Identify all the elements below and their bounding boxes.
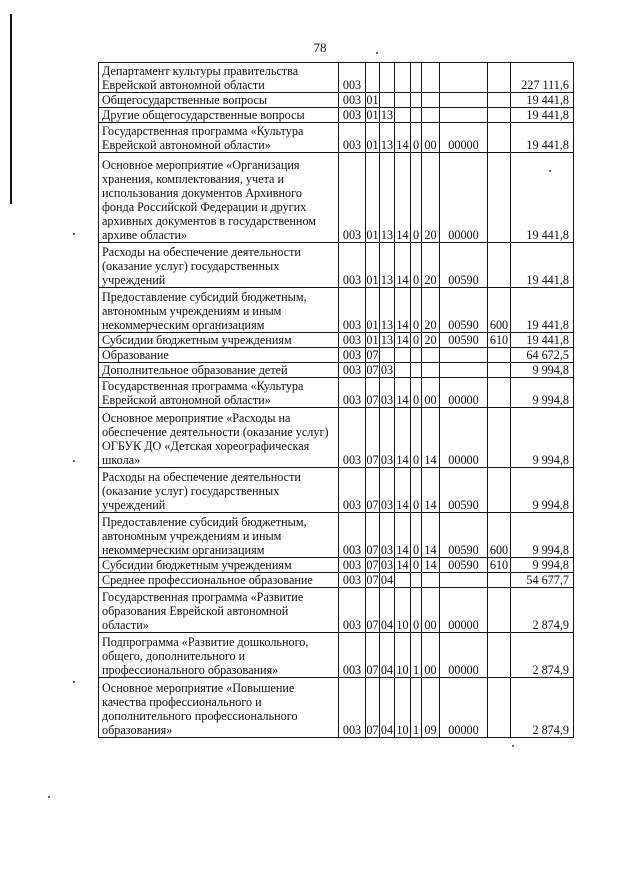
row-section-code: 01 xyxy=(366,243,380,288)
row-subsection-code: 13 xyxy=(380,153,395,243)
row-amount: 2 874,9 xyxy=(511,678,574,738)
row-subprogram-code: 0 xyxy=(411,378,422,408)
row-admin-code: 003 xyxy=(339,288,366,333)
table-row xyxy=(99,348,574,363)
row-subprogram-code: 0 xyxy=(411,408,422,468)
row-expense-type xyxy=(488,408,511,468)
row-subprogram-code: 0 xyxy=(411,288,422,333)
row-section-code: 07 xyxy=(366,513,380,558)
row-expense-type: 610 xyxy=(488,333,511,348)
row-activity-code: 14 xyxy=(422,558,440,573)
row-expense-type xyxy=(488,678,511,738)
row-activity-code: 14 xyxy=(422,513,440,558)
table-row xyxy=(99,243,574,288)
scan-speck xyxy=(73,460,75,462)
row-subprogram-code xyxy=(411,93,422,108)
row-subsection-code: 03 xyxy=(380,513,395,558)
row-name: Субсидии бюджетным учреждениям xyxy=(99,558,339,573)
row-direction-code xyxy=(440,348,488,363)
row-subsection-code: 04 xyxy=(380,633,395,678)
table-row xyxy=(99,378,574,408)
row-admin-code: 003 xyxy=(339,678,366,738)
row-name: Департамент культуры правительства Еврейской автономной области xyxy=(99,63,339,93)
row-name: Расходы на обеспечение деятельности (оказание услуг) государственных учреждений xyxy=(99,243,339,288)
row-expense-type: 600 xyxy=(488,513,511,558)
row-expense-type xyxy=(488,108,511,123)
row-direction-code: 00000 xyxy=(440,678,488,738)
row-admin-code: 003 xyxy=(339,333,366,348)
row-subprogram-code xyxy=(411,348,422,363)
row-expense-type xyxy=(488,378,511,408)
row-expense-type xyxy=(488,243,511,288)
row-section-code: 01 xyxy=(366,123,380,153)
row-expense-type xyxy=(488,363,511,378)
row-activity-code: 20 xyxy=(422,333,440,348)
row-subprogram-code xyxy=(411,573,422,588)
row-expense-type xyxy=(488,123,511,153)
scan-speck xyxy=(376,52,378,54)
row-subprogram-code: 1 xyxy=(411,678,422,738)
scan-speck xyxy=(48,796,50,798)
row-subsection-code: 04 xyxy=(380,588,395,633)
row-activity-code xyxy=(422,573,440,588)
row-activity-code: 00 xyxy=(422,633,440,678)
row-name: Основное мероприятие «Организация хранения, комплектования, учета и использования документов Архивного фонда Российской Федерации и других архивных документов в государственном архиве области» xyxy=(99,153,339,243)
row-amount: 54 677,7 xyxy=(511,573,574,588)
row-amount: 19 441,8 xyxy=(511,333,574,348)
row-subprogram-code: 0 xyxy=(411,468,422,513)
row-amount: 64 672,5 xyxy=(511,348,574,363)
scan-speck xyxy=(512,745,514,747)
row-subsection-code: 13 xyxy=(380,333,394,347)
scan-speck xyxy=(73,681,75,683)
row-direction-code: 00590 xyxy=(440,558,488,573)
row-program-code: 14 xyxy=(395,153,411,243)
table-row xyxy=(99,153,574,243)
table-row xyxy=(99,573,574,588)
table-row xyxy=(99,288,574,333)
row-subsection-code: 13 xyxy=(380,108,394,122)
row-direction-code: 00590 xyxy=(440,243,488,288)
row-amount: 19 441,8 xyxy=(511,243,574,288)
row-section-code: 07 xyxy=(366,378,380,408)
row-expense-type: 610 xyxy=(488,558,511,573)
table-row xyxy=(99,633,574,678)
table-row xyxy=(99,333,574,348)
row-subsection-code: 04 xyxy=(380,573,394,587)
row-program-code: 14 xyxy=(396,558,409,572)
row-admin-code: 003 xyxy=(339,558,366,573)
row-direction-code: 00590 xyxy=(440,288,488,333)
row-program-code: 14 xyxy=(395,468,411,513)
row-program-code: 14 xyxy=(395,408,411,468)
row-section-code: 01 xyxy=(366,108,379,122)
row-amount: 2 874,9 xyxy=(511,588,574,633)
table-row xyxy=(99,408,574,468)
row-direction-code: 00000 xyxy=(440,378,488,408)
row-amount: 227 111,6 xyxy=(511,63,574,93)
row-subsection-code: 03 xyxy=(380,363,394,377)
row-program-code: 14 xyxy=(395,378,411,408)
row-subsection-code: 03 xyxy=(380,558,394,572)
row-program-code: 14 xyxy=(395,123,411,153)
budget-table xyxy=(98,62,574,738)
row-activity-code: 14 xyxy=(422,468,440,513)
row-subprogram-code xyxy=(411,363,422,378)
row-amount: 19 441,8 xyxy=(511,93,574,108)
row-amount: 19 441,8 xyxy=(511,153,574,243)
row-admin-code: 003 xyxy=(339,108,366,123)
row-subsection-code: 13 xyxy=(380,243,395,288)
row-activity-code: 09 xyxy=(422,678,440,738)
row-program-code: 10 xyxy=(395,678,411,738)
row-admin-code: 003 xyxy=(339,588,366,633)
row-subprogram-code: 0 xyxy=(411,243,422,288)
row-direction-code: 00000 xyxy=(440,153,488,243)
row-activity-code xyxy=(422,108,440,123)
row-subprogram-code: 0 xyxy=(411,123,422,153)
row-name: Образование xyxy=(99,348,339,363)
row-name: Субсидии бюджетным учреждениям xyxy=(99,333,339,348)
row-activity-code: 20 xyxy=(422,153,440,243)
row-subsection-code: 13 xyxy=(380,288,395,333)
row-name: Подпрограмма «Развитие дошкольного, общего, дополнительного и профессионального образования» xyxy=(99,633,339,678)
row-admin-code: 003 xyxy=(339,123,366,153)
row-activity-code xyxy=(422,363,440,378)
row-direction-code: 00590 xyxy=(440,333,488,348)
row-admin-code: 003 xyxy=(339,243,366,288)
row-name: Государственная программа «Культура Еврейской автономной области» xyxy=(99,378,339,408)
row-name: Государственная программа «Развитие образования Еврейской автономной области» xyxy=(99,588,339,633)
row-amount: 19 441,8 xyxy=(511,288,574,333)
row-subsection-code xyxy=(380,348,395,363)
row-name: Основное мероприятие «Расходы на обеспечение деятельности (оказание услуг) ОГБУК ДО «Детская хореографическая школа» xyxy=(99,408,339,468)
row-section-code: 07 xyxy=(366,633,380,678)
scan-speck xyxy=(73,233,75,235)
row-expense-type: 600 xyxy=(488,288,511,333)
row-activity-code: 00 xyxy=(422,378,440,408)
row-direction-code: 00000 xyxy=(440,588,488,633)
row-name: Дополнительное образование детей xyxy=(99,363,339,378)
row-name: Среднее профессиональное образование xyxy=(99,573,339,588)
row-direction-code xyxy=(440,93,488,108)
row-section-code: 07 xyxy=(366,363,379,377)
row-expense-type xyxy=(488,93,511,108)
row-expense-type xyxy=(488,588,511,633)
row-section-code: 01 xyxy=(366,93,379,107)
row-expense-type xyxy=(488,348,511,363)
row-name: Другие общегосударственные вопросы xyxy=(99,108,339,123)
row-direction-code xyxy=(440,108,488,123)
row-amount: 9 994,8 xyxy=(511,363,574,378)
row-subprogram-code xyxy=(411,63,422,93)
row-section-code: 07 xyxy=(366,678,380,738)
row-activity-code: 14 xyxy=(422,408,440,468)
row-section-code: 07 xyxy=(366,348,379,362)
table-row xyxy=(99,513,574,558)
row-expense-type xyxy=(488,153,511,243)
row-subsection-code: 03 xyxy=(380,378,395,408)
row-program-code xyxy=(395,573,411,588)
row-section-code: 07 xyxy=(366,468,380,513)
row-amount: 2 874,9 xyxy=(511,633,574,678)
row-program-code xyxy=(395,93,411,108)
row-admin-code: 003 xyxy=(339,63,366,93)
row-subprogram-code: 0 xyxy=(411,513,422,558)
row-name: Основное мероприятие «Повышение качества профессионального и дополнительного профессионального образования» xyxy=(99,678,339,738)
row-subprogram-code: 0 xyxy=(411,333,422,348)
row-subprogram-code: 1 xyxy=(411,633,422,678)
row-section-code: 01 xyxy=(366,288,380,333)
table-row xyxy=(99,558,574,573)
row-section-code: 07 xyxy=(366,558,379,572)
row-admin-code: 003 xyxy=(339,153,366,243)
row-subprogram-code: 0 xyxy=(411,588,422,633)
table-row xyxy=(99,123,574,153)
table-row xyxy=(99,63,574,93)
row-subprogram-code xyxy=(411,108,422,123)
row-subsection-code: 03 xyxy=(380,408,395,468)
row-expense-type xyxy=(488,633,511,678)
row-direction-code xyxy=(440,63,488,93)
row-subprogram-code: 0 xyxy=(411,153,422,243)
row-direction-code: 00590 xyxy=(440,468,488,513)
row-amount: 9 994,8 xyxy=(511,378,574,408)
row-name: Предоставление субсидий бюджетным, автономным учреждениям и иным некоммерческим организациям xyxy=(99,288,339,333)
row-admin-code: 003 xyxy=(339,363,366,378)
row-section-code: 07 xyxy=(366,573,379,587)
row-activity-code: 20 xyxy=(422,288,440,333)
row-section-code xyxy=(366,63,380,93)
row-admin-code: 003 xyxy=(339,408,366,468)
row-direction-code: 00000 xyxy=(440,633,488,678)
row-expense-type xyxy=(488,573,511,588)
scan-speck xyxy=(549,170,551,172)
row-name: Расходы на обеспечение деятельности (оказание услуг) государственных учреждений xyxy=(99,468,339,513)
row-amount: 9 994,8 xyxy=(511,513,574,558)
row-name: Государственная программа «Культура Еврейской автономной области» xyxy=(99,123,339,153)
row-program-code xyxy=(395,348,411,363)
row-amount: 19 441,8 xyxy=(511,123,574,153)
row-admin-code: 003 xyxy=(339,468,366,513)
table-row xyxy=(99,588,574,633)
row-subsection-code xyxy=(380,63,395,93)
row-program-code: 10 xyxy=(395,588,411,633)
row-program-code xyxy=(395,363,411,378)
table-row xyxy=(99,468,574,513)
row-subsection-code: 03 xyxy=(380,468,395,513)
row-section-code: 01 xyxy=(366,153,380,243)
row-activity-code: 20 xyxy=(422,243,440,288)
row-admin-code: 003 xyxy=(339,348,366,363)
row-name: Предоставление субсидий бюджетным, автономным учреждениям и иным некоммерческим организациям xyxy=(99,513,339,558)
row-expense-type xyxy=(488,468,511,513)
row-section-code: 07 xyxy=(366,408,380,468)
row-program-code: 14 xyxy=(395,513,411,558)
row-activity-code xyxy=(422,63,440,93)
row-admin-code: 003 xyxy=(339,93,366,108)
row-direction-code xyxy=(440,363,488,378)
row-direction-code: 00000 xyxy=(440,408,488,468)
row-direction-code: 00000 xyxy=(440,123,488,153)
row-activity-code: 00 xyxy=(422,588,440,633)
row-section-code: 01 xyxy=(366,333,379,347)
page-number: 78 xyxy=(313,40,327,55)
row-program-code xyxy=(395,108,411,123)
row-section-code: 07 xyxy=(366,588,380,633)
row-amount: 9 994,8 xyxy=(511,558,574,573)
row-amount: 9 994,8 xyxy=(511,468,574,513)
row-subsection-code xyxy=(380,93,395,108)
table-row xyxy=(99,108,574,123)
row-activity-code xyxy=(422,93,440,108)
row-program-code: 14 xyxy=(396,333,409,347)
row-program-code: 14 xyxy=(395,288,411,333)
row-direction-code xyxy=(440,573,488,588)
row-activity-code: 00 xyxy=(422,123,440,153)
row-amount: 9 994,8 xyxy=(511,408,574,468)
row-expense-type xyxy=(488,63,511,93)
table-row xyxy=(99,363,574,378)
table-row xyxy=(99,678,574,738)
row-admin-code: 003 xyxy=(339,513,366,558)
row-direction-code: 00590 xyxy=(440,513,488,558)
row-program-code: 14 xyxy=(395,243,411,288)
table-row xyxy=(99,93,574,108)
row-name: Общегосударственные вопросы xyxy=(99,93,339,108)
row-admin-code: 003 xyxy=(339,633,366,678)
row-activity-code xyxy=(422,348,440,363)
row-program-code xyxy=(395,63,411,93)
row-program-code: 10 xyxy=(395,633,411,678)
row-subsection-code: 04 xyxy=(380,678,395,738)
row-admin-code: 003 xyxy=(339,573,366,588)
row-admin-code: 003 xyxy=(339,378,366,408)
row-subsection-code: 13 xyxy=(380,123,395,153)
row-subprogram-code: 0 xyxy=(411,558,422,573)
row-amount: 19 441,8 xyxy=(511,108,574,123)
